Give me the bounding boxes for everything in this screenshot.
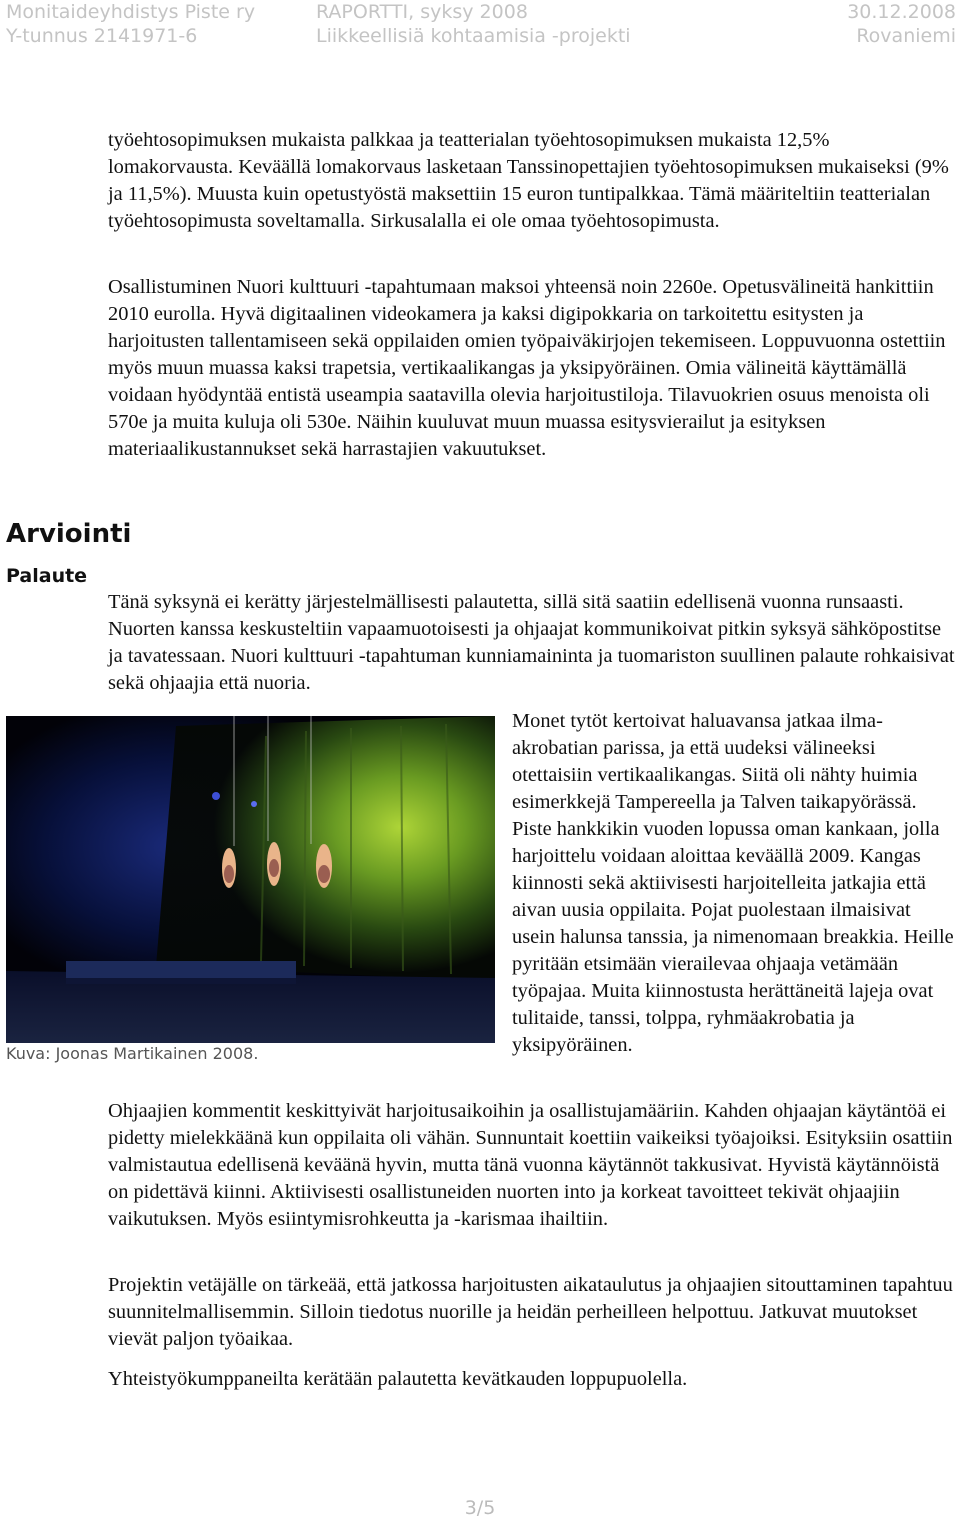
header-project-name: Liikkeellisiä kohtaamisia -projekti	[316, 25, 631, 47]
paragraph-partners: Yhteistyökumppaneilta kerätään palautetta kevätkauden loppupuolella.	[108, 1368, 688, 1390]
header-business-id: Y-tunnus 2141971-6	[6, 25, 198, 47]
paragraph-project-lead: Projektin vetäjälle on tärkeää, että jatkossa harjoitusten aikataulutus ja ohjaajien sitouttaminen tapahtuu suunnitelmallisemmin. Silloin tiedotus nuorille ja heidän perheilleen helpottuu. Jatkuvat muutokset vievät paljon työaikaa.	[108, 1274, 953, 1350]
page-number: 3/5	[464, 1497, 496, 1519]
header-date-place	[847, 0, 956, 48]
paragraph-wages: työehtosopimuksen mukaista palkkaa ja teatterialan työehtosopimuksen mukaista 12,5% lomakorvausta. Keväällä lomakorvaus lasketaan Tanssinopettajien työehtosopimuksen mukaiseksi (9% ja 11,5%). Muusta kuin opetustyöstä maksettiin 15 euron tuntipalkkaa. Tämä määriteltiin teatterialan työehtosopimusta soveltamalla. Sirkusalalla ei ole omaa työehtosopimusta.	[108, 129, 949, 232]
photo-caption: Kuva: Joonas Martikainen 2008.	[6, 1044, 259, 1063]
header-org-name: Monitaideyhdistys Piste ry	[6, 1, 256, 23]
header-place: Rovaniemi	[856, 25, 956, 47]
paragraph-feedback: Tänä syksynä ei kerätty järjestelmällisesti palautetta, sillä sitä saatiin edellisenä vuonna runsaasti. Nuorten kanssa keskusteltiin vapaamuotoisesti ja ohjaajat kommunikoivat pitkin syksyä sähköpostitse ja tavatessaan. Nuori kulttuuri -tapahtuman kunniamaininta ja tuomariston suullinen palaute rohkaisivat sekä ohjaajia että nuoria.	[108, 591, 955, 694]
subsection-heading-feedback: Palaute	[6, 565, 88, 587]
section-heading-evaluation: Arviointi	[6, 519, 132, 549]
paragraph-costs: Osallistuminen Nuori kulttuuri -tapahtumaan maksoi yhteensä noin 2260e. Opetusvälineitä hankittiin 2010 eurolla. Hyvä digitaalinen videokamera ja kaksi digipokkaria on tarkoitettu esitysten ja harjoitusten tallentamiseen sekä oppilaiden omien työpaiväkirjojen tekemiseen. Loppuvuonna ostettiin myös muun muassa kaksi trapetsia, vertikaalikangas ja yksipyöräinen. Omia välineitä käyttämällä voidaan hyödyntää entistä useampia saatavilla olevia harjoitustiloja. Tilavuokrien osuus menoista oli 570e ja muita kuluja oli 530e. Näihin kuuluvat muun muassa esitysvierailut ja esityksen materiaalikustannukset sekä harrastajien vakuutukset.	[108, 276, 946, 460]
header-report	[316, 0, 631, 48]
header-organization	[6, 0, 255, 48]
header-date: 30.12.2008	[847, 1, 956, 23]
paragraph-instructor-comments: Ohjaajien kommentit keskittyivät harjoitusaikoihin ja osallistujamääriin. Kahden ohjaajan käytäntöä ei pidetty mielekkäänä kun oppilaita oli vähän. Sunnuntait koettiin vaikeiksi työajoiksi. Esityksiin osattiin valmistautua edellisenä keväänä hyvin, mutta tänä vuonna käytännöt takkusivat. Hyvistä käytännöistä on pidettävä kiinni. Aktiivisesti osallistuneiden nuorten into ja korkeat tavoitteet tekivät ohjaajiin vaikutuksen. Myös esiintymisrohkeutta ja -karismaa ihailtiin.	[108, 1100, 953, 1230]
page-header	[0, 0, 960, 48]
paragraph-beside-photo: Monet tytöt kertoivat haluavansa jatkaa ilma-akrobatian parissa, ja että uudeksi välineeksi otettaisiin vertikaalikangas. Siitä oli nähty huimia esimerkkejä Tampereella ja Talven taikapyörässä. Piste hankkikin vuoden lopussa oman kankaan, jolla harjoittelu voidaan aloittaa keväällä 2009. Kangas kiinnosti sekä aktiivisesti harjoitelleita jatkajia että aivan uusia oppilaita. Pojat puolestaan ilmaisivat usein halunsa tanssia, ja nimenomaan breakkia. Heille pyritään etsimään vierailevaa ohjaaja vetämään työpajaa. Muita kiinnostusta herättäneitä lajeja ovat tulitaide, tanssi, tolppa, ryhmäakrobatia ja yksipyöräinen.	[512, 710, 954, 1056]
aerial-performance-photo	[6, 716, 495, 1043]
header-report-title: RAPORTTI, syksy 2008	[316, 1, 528, 23]
